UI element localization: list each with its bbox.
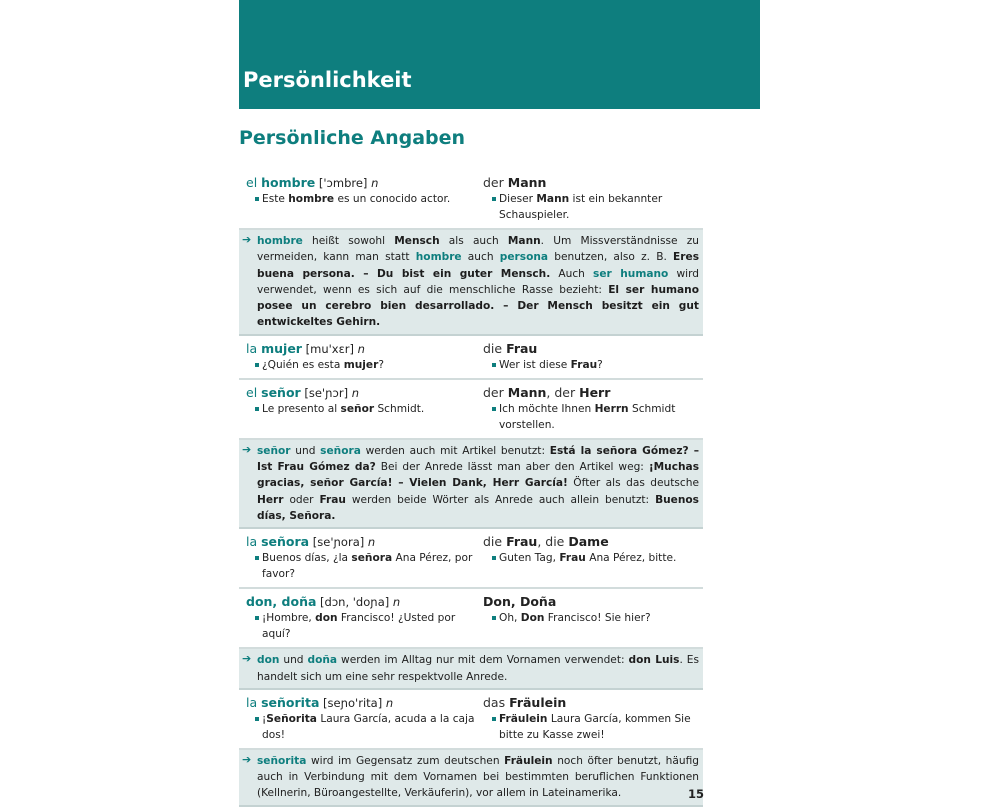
translation: Mann <box>507 175 547 190</box>
example-text: Ich möchte Ihnen <box>499 402 595 415</box>
headword: hombre <box>261 175 316 190</box>
note-keyword: ser humano <box>593 267 669 280</box>
article: el <box>246 175 262 190</box>
example-text: Schmidt. <box>374 402 425 415</box>
part-of-speech: n <box>351 385 360 400</box>
vocabulary-list <box>239 170 703 807</box>
translation-line <box>483 594 703 610</box>
chapter-banner <box>239 0 760 109</box>
note-example: El ser humano posee un cerebro bien desarrollado. – Der Mensch besitzt ein gut entwickeltes Gehirn. <box>257 283 699 329</box>
translation: Mann <box>507 384 547 400</box>
note-text: und <box>279 654 308 667</box>
example-german <box>483 610 703 626</box>
note-keyword: señorita <box>257 754 307 767</box>
headword-line <box>246 534 483 550</box>
note-example: Está la señora Gómez? – Ist Frau Gómez da? <box>257 444 700 474</box>
note-example: Fräulein <box>504 754 553 767</box>
example-keyword: Mann <box>536 193 570 205</box>
german-article: das <box>483 694 510 710</box>
vocab-entry <box>239 380 703 440</box>
translation-line <box>483 175 703 191</box>
bullet-square-icon <box>492 197 496 201</box>
example-spanish <box>246 401 483 417</box>
bullet-square-icon <box>492 363 496 367</box>
example-text: es un conocido actor. <box>334 193 451 205</box>
example-text: ? <box>597 358 603 371</box>
note-text: Auch <box>550 267 594 280</box>
chapter-title: Persönlichkeit <box>243 68 412 92</box>
pronunciation: [se'ɲora] <box>309 535 368 550</box>
headword-line <box>246 341 483 357</box>
bullet-square-icon <box>255 197 259 201</box>
note-text: und <box>290 444 321 457</box>
usage-note <box>239 230 703 336</box>
example-spanish <box>246 610 483 642</box>
bullet-square-icon <box>255 407 259 411</box>
headword: mujer <box>261 340 302 356</box>
translation-line <box>483 341 703 357</box>
german-article: , die <box>537 534 569 550</box>
example-text: ¡ <box>262 712 267 725</box>
page-number: 15 <box>688 787 705 801</box>
spanish-column <box>239 385 483 433</box>
note-text: auch <box>461 251 500 264</box>
bullet-square-icon <box>492 556 496 560</box>
example-german <box>483 191 703 223</box>
example-text: Laura García, acuda a la caja dos! <box>262 712 475 741</box>
example-text: Francisco! Sie hier? <box>544 612 651 625</box>
example-keyword: mujer <box>343 358 379 371</box>
example-german <box>483 401 703 433</box>
spanish-column <box>239 594 483 642</box>
example-keyword: Herrn <box>594 402 629 415</box>
bullet-square-icon <box>492 407 496 411</box>
example-spanish <box>246 191 483 207</box>
example-spanish <box>246 711 483 743</box>
example-keyword: señora <box>351 552 393 565</box>
note-text: wird im Gegensatz zum deutschen <box>306 754 505 767</box>
note-keyword: doña <box>307 654 338 667</box>
german-column <box>483 594 703 642</box>
article: la <box>246 694 262 710</box>
translation-line <box>483 534 703 550</box>
vocab-entry <box>239 170 703 230</box>
note-example: Mann <box>507 235 541 247</box>
vocab-entry <box>239 336 703 380</box>
bullet-square-icon <box>492 616 496 620</box>
example-keyword: Frau <box>559 552 586 565</box>
note-text: oder <box>283 493 320 506</box>
pronunciation: [se'ɲɔr] <box>300 385 352 400</box>
part-of-speech: n <box>392 595 401 610</box>
note-text: benutzen, also z. B. <box>548 251 674 264</box>
note-text: Öfter als das deutsche <box>567 477 699 490</box>
translation-line <box>483 695 703 711</box>
headword: don, doña <box>246 594 317 610</box>
spanish-column <box>239 175 483 223</box>
german-article: der <box>483 384 508 400</box>
pronunciation: [mu'xɛr] <box>301 341 358 356</box>
example-keyword: Don <box>520 612 545 625</box>
note-text: . Um Missverständnisse zu vermeiden, kann man statt <box>257 235 699 264</box>
headword-line <box>246 385 483 401</box>
note-text: werden im Alltag nur mit dem Vornamen verwendet: <box>337 654 629 667</box>
german-column <box>483 534 703 582</box>
bullet-square-icon <box>492 717 496 721</box>
headword: señora <box>261 534 310 550</box>
arrow-right-icon: ➔ <box>242 233 252 246</box>
part-of-speech: n <box>385 695 394 710</box>
example-keyword: Frau <box>570 358 598 371</box>
note-text: . Es handelt sich um eine sehr respektvolle Anrede. <box>257 654 700 683</box>
vocab-entry <box>239 529 703 589</box>
article: la <box>246 340 262 356</box>
part-of-speech: n <box>357 341 365 356</box>
example-keyword: Señorita <box>266 712 317 725</box>
note-keyword: persona <box>499 251 549 264</box>
note-example: Herr <box>257 493 284 506</box>
german-column <box>483 695 703 743</box>
note-keyword: don <box>257 654 280 667</box>
note-text: wird verwendet, wenn es sich auf die menschliche Rasse bezieht: <box>257 267 700 296</box>
german-column <box>483 385 703 433</box>
part-of-speech: n <box>371 176 379 190</box>
vocab-entry <box>239 690 703 750</box>
headword: señor <box>261 384 301 400</box>
note-keyword: señora <box>320 444 361 457</box>
note-example: Mensch <box>394 235 440 247</box>
bullet-square-icon <box>255 556 259 560</box>
arrow-right-icon: ➔ <box>242 752 252 766</box>
translation-line <box>483 385 703 401</box>
bullet-square-icon <box>255 616 259 620</box>
example-text: Ana Pérez, por favor? <box>262 552 473 581</box>
note-keyword: hombre <box>257 235 303 247</box>
translation: Frau <box>506 340 538 356</box>
vocab-entry <box>239 589 703 649</box>
example-spanish <box>246 550 483 582</box>
german-column <box>483 175 703 223</box>
example-keyword: don <box>315 612 338 625</box>
note-example: ¡Muchas gracias, señor García! – Vielen Dank, Herr García! <box>257 461 700 490</box>
section-title: Persönliche Angaben <box>239 127 466 149</box>
translation: Don, Doña <box>483 594 557 610</box>
example-text: Este <box>262 193 289 205</box>
note-text: werden auch mit Artikel benutzt: <box>360 444 550 457</box>
example-text: Laura García, kommen Sie bitte zu Kasse zwei! <box>499 712 691 741</box>
note-example: Eres buena persona. – Du bist ein guter Mensch. <box>257 251 699 280</box>
bullet-square-icon <box>255 363 259 367</box>
example-text: Buenos días, ¿la <box>262 552 352 565</box>
example-text: ist ein bekannter Schauspieler. <box>499 193 663 221</box>
example-keyword: hombre <box>288 193 335 205</box>
example-german <box>483 550 703 566</box>
note-example: Buenos días, Señora. <box>257 493 699 522</box>
usage-note <box>239 649 703 690</box>
note-text: noch öfter benutzt, häufig auch in Verbindung mit dem Vornamen bei bestimmten beruflichen Funktionen (Kellnerin, Büroangestellte, Verkäuferin), vor allem in Lateinamerika. <box>257 754 700 800</box>
spanish-column <box>239 341 483 373</box>
example-text: Le presento al <box>262 402 341 415</box>
note-keyword: señor <box>257 444 291 457</box>
example-keyword: Fräulein <box>499 712 548 725</box>
headword-line <box>246 175 483 191</box>
example-text: Schmidt vorstellen. <box>499 402 676 431</box>
german-article: die <box>483 340 507 356</box>
headword: señorita <box>261 694 320 710</box>
note-keyword: hombre <box>415 251 462 264</box>
translation: Herr <box>579 384 611 400</box>
example-text: Ana Pérez, bitte. <box>585 552 677 565</box>
example-text: Dieser <box>499 193 537 205</box>
usage-note <box>239 440 703 529</box>
example-text: ? <box>378 358 384 371</box>
translation: Fräulein <box>509 694 567 710</box>
note-example: Frau <box>319 493 346 506</box>
article: el <box>246 384 262 400</box>
german-article: die <box>483 534 507 550</box>
note-example: don Luis <box>628 654 680 667</box>
german-column <box>483 341 703 373</box>
part-of-speech: n <box>367 535 376 550</box>
example-text: ¿Quién es esta <box>262 358 344 371</box>
example-german <box>483 357 703 373</box>
note-text: Bei der Anrede lässt man aber den Artikel weg: <box>375 461 649 474</box>
example-text: Oh, <box>499 612 521 625</box>
example-german <box>483 711 703 743</box>
example-spanish <box>246 357 483 373</box>
article: la <box>246 534 262 550</box>
usage-note <box>239 750 703 807</box>
spanish-column <box>239 534 483 582</box>
example-text: Guten Tag, <box>499 552 560 565</box>
example-text: Francisco! ¿Usted por aquí? <box>262 612 456 641</box>
german-article: der <box>483 175 508 190</box>
example-text: ¡Hombre, <box>262 612 316 625</box>
german-article: , der <box>546 384 580 400</box>
pronunciation: [seɲo'rita] <box>319 695 386 710</box>
example-text: Wer ist diese <box>499 358 571 371</box>
note-text: werden beide Wörter als Anrede auch allein benutzt: <box>345 493 656 506</box>
note-text: als auch <box>439 235 508 247</box>
example-keyword: señor <box>340 402 375 415</box>
headword-line <box>246 695 483 711</box>
translation: Frau <box>506 534 538 550</box>
pronunciation: ['ɔmbre] <box>315 176 372 190</box>
headword-line <box>246 594 483 610</box>
pronunciation: [dɔn, 'doɲa] <box>316 595 393 610</box>
arrow-right-icon: ➔ <box>242 652 252 666</box>
spanish-column <box>239 695 483 743</box>
bullet-square-icon <box>255 717 259 721</box>
arrow-right-icon: ➔ <box>242 442 252 456</box>
translation: Dame <box>568 534 609 550</box>
note-text: heißt sowohl <box>302 235 395 247</box>
